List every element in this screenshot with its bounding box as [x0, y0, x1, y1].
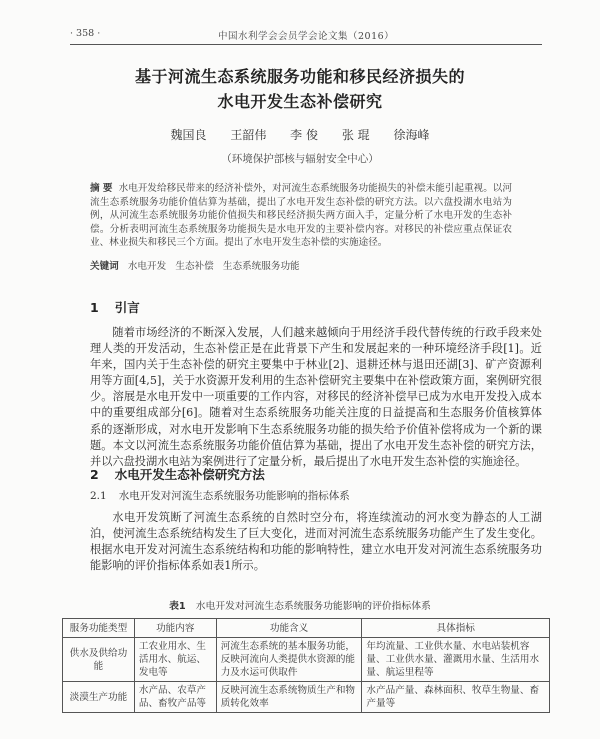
table-header-cell: 功能内容 [134, 619, 216, 638]
abstract [90, 182, 512, 250]
table-cell: 年均流量、工业供水量、水电站装机容量、工业供水量、灌溉用水量、生活用水量、航运里程等 [362, 638, 550, 682]
keywords-label: 关键词 [90, 261, 119, 272]
table-cell: 水产品产量、森林面积、牧草生物量、畜产量等 [362, 682, 550, 713]
abstract-label: 摘 要 [90, 183, 113, 194]
table-row [63, 682, 550, 713]
table-row [63, 638, 550, 682]
method-body [90, 510, 542, 574]
abstract-text: 水电开发给移民带来的经济补偿外，对河流生态系统服务功能损失的补偿未能引起重视。以河流生态系统服务功能价值估算为基础，提出了水电开发生态补偿的研究方法。以六盘投湖水电站为例，从河流生态系统服务功能价值损失和移民经济损失两方面入手，定量分析了水电开发的生态补偿。分析表明河流生态系统服务功能损失是水电开发的主要补偿内容。对移民的补偿应重点保证农业、林业损失和移民三个方面。提出了水电开发生态补偿的实施途径。 [90, 183, 512, 249]
table-cell: 淡漠生产功能 [63, 682, 135, 713]
subsection-heading [90, 488, 350, 503]
intro-paragraph: 随着市场经济的不断深入发展，人们越来越倾向于用经济手段代替传统的行政手段来处理人类的开发活动，生态补偿正是在此背景下产生和发展起来的一种环境经济手段[1]。近年来，国内关于生态补偿的研究主要集中于林业[2]、退耕还林与退田还湖[3]、矿产资源利用等方面[4,5]，关于水资源开发利用的生态补偿研究主要集中在补偿政策方面，案例研究很少。溶展是水电开发中一项重要的工作内容，对移民的经济补偿早已成为水电开发投入成本中的重要组成部分[6]。随着对生态系统服务功能关注度的日益提高和生态服务价值核算体系的逐渐形成，对水电开发影响下生态系统服务功能的损失给予价值补偿将成为一个新的课题。本文以河流生态系统服务功能价值估算为基础，提出了水电开发生态补偿的研究方法，并以六盘投湖水电站为案例进行了定量分析，最后提出了水电开发生态补偿的实施途径。 [90, 326, 542, 468]
table-header-row [63, 619, 550, 638]
table-cell: 水产品、农草产品、畜牧产品等 [134, 682, 216, 713]
table-caption [0, 598, 600, 612]
keyword: 水电开发 [127, 261, 167, 272]
table-caption-text: 水电开发对河流生态系统服务功能影响的评价指标体系 [195, 601, 431, 612]
paper-title-line2: 水电开发生态补偿研究 [217, 92, 383, 111]
section-heading-intro [90, 298, 140, 316]
author: 徐海峰 [393, 128, 430, 142]
running-header [70, 28, 540, 42]
table-label: 表1 [169, 601, 186, 612]
method-paragraph: 水电开发筑断了河流生态系统的自然时空分布，将连续流动的河水变为静态的人工湖泊，使河流生态系统结构发生了巨大变化，进而对河流生态系统服务功能产生了发生变化。根据水电开发对河流生态系统结构和功能的影响特性，建立水电开发对河流生态系统服务功能影响的评价指标体系如表1所示。 [90, 511, 542, 573]
header-rule [70, 44, 542, 45]
page-number: · 358 · [70, 28, 101, 39]
table-header-cell: 具体指标 [362, 619, 550, 638]
affiliation: （环境保护部核与辐射安全中心） [221, 153, 379, 165]
author: 李 俊 [290, 128, 318, 142]
journal-title: 中国水利学会会员学会论文集（2016） [218, 31, 395, 42]
indicator-table [62, 618, 550, 713]
subsection-title: 水电开发对河流生态系统服务功能影响的指标体系 [118, 490, 350, 502]
section-number: 2 [90, 467, 99, 482]
keyword: 生态补偿 [175, 261, 214, 272]
table-header-cell: 服务功能类型 [63, 619, 135, 638]
intro-body [90, 325, 542, 470]
subsection-number: 2.1 [90, 490, 107, 502]
section-heading-method [90, 465, 265, 483]
table-cell: 反映河流生态系统物质生产和物质转化效率 [216, 682, 362, 713]
table-cell: 工农业用水、生活用水、航运、发电等 [134, 638, 216, 682]
author: 张 琨 [341, 128, 370, 142]
paper-title-line1: 基于河流生态系统服务功能和移民经济损失的 [134, 67, 465, 86]
section-number: 1 [90, 300, 99, 315]
author-list [0, 126, 600, 143]
author: 王韶伟 [230, 128, 267, 142]
table-header-cell: 功能含义 [216, 619, 362, 638]
author: 魏国良 [170, 128, 207, 142]
section-title: 水电开发生态补偿研究方法 [114, 467, 265, 482]
table-cell: 河流生态系统的基本服务功能，反映河流向人类提供水资源的能力及水运可供取件 [216, 638, 362, 682]
keywords [90, 258, 512, 272]
section-title: 引言 [114, 300, 140, 315]
keyword: 生态系统服务功能 [222, 261, 300, 272]
table-cell: 供水及供给功能 [63, 638, 135, 682]
